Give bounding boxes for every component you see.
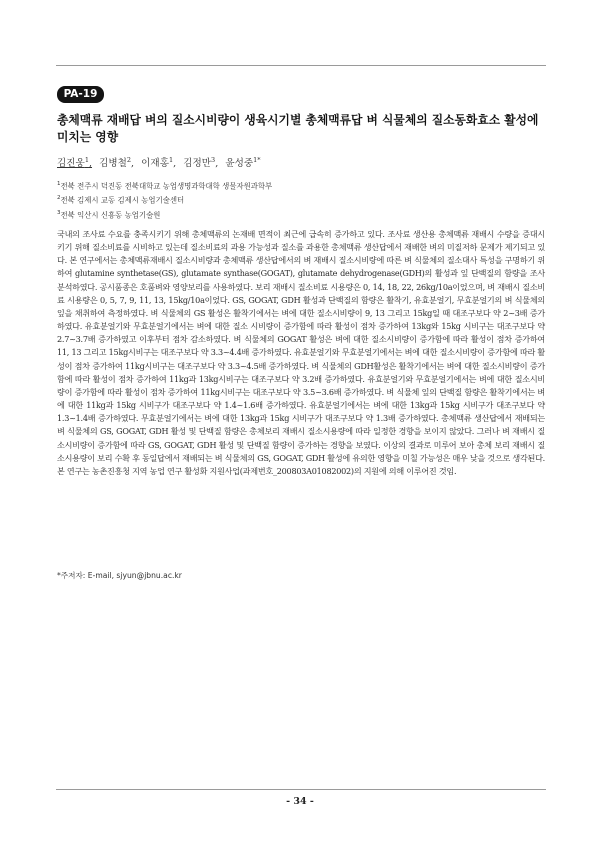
author-2: 김병철$^2$, <box>99 156 135 170</box>
author-list <box>57 154 265 170</box>
author-3: 이재홍$^1$, <box>141 156 177 170</box>
author-name: 김정만 <box>183 158 212 170</box>
affiliation-mark: 2 <box>57 195 61 202</box>
bottom-rule <box>56 789 546 790</box>
abstract-id-badge: PA-19 <box>57 86 104 103</box>
affiliation-3 <box>57 207 537 221</box>
author-1: 김진웅$^1$, <box>57 156 93 170</box>
paper-title: 총체맥류 재배답 벼의 질소시비량이 생육시기별 총체맥류답 벼 식물체의 질소동화효소 활성에 미치는 영향 <box>57 113 539 144</box>
author-affil-mark: 3 <box>211 156 216 164</box>
author-5 <box>225 158 260 169</box>
affiliation-mark: 1 <box>57 181 61 187</box>
author-affil-mark: 1* <box>253 156 261 164</box>
author-affil-mark: 1 <box>84 156 89 164</box>
author-affil-mark: 1 <box>168 156 174 164</box>
top-rule <box>56 65 546 66</box>
affiliation-1 <box>57 178 537 192</box>
author-name: 이재홍 <box>141 158 169 170</box>
corresponding-author-footnote: *주저자: E-mail, sjyun@jbnu.ac.kr <box>57 571 182 580</box>
affiliation-mark: 3 <box>57 209 61 216</box>
affiliation-list <box>57 178 537 221</box>
page-number: - 34 - <box>286 796 314 807</box>
author-name: 김병철 <box>99 158 127 170</box>
affiliation-text: 전북 전주시 덕진동 전북대학교 농업생명과학대학 생물자원과학부 <box>60 181 273 191</box>
author-affil-mark: 2 <box>126 156 132 164</box>
author-name: 김진웅 <box>57 158 85 170</box>
author-name: 윤성중 <box>225 158 254 170</box>
affiliation-text: 전북 김제시 교동 김제시 농업기술센터 <box>60 195 185 205</box>
abstract-body: 국내의 조사료 수요를 충족시키기 위해 총체맥류의 논재배 면적이 최근에 급속히 증가하고 있다. 조사료 생산용 총체맥류 재배시 수량을 증대시키기 위해 질소비료를 시비하고 있는데 질소비료의 과용 가능성과 질소를 과용한 총체맥류 생산답에서 재배한 벼의 미질저하 문제가 제기되고 있다. 본 연구에서는 총체맥류재배시 질소시비량과 총체맥류 생산답에서의 벼 재배시 질소시비량에 따른 벼 식물체의 질소대사 특성을 구명하기 위하여 glutamine synthetase(GS), glutamate synthase(GOGAT), glutamate dehydrogenase(GDH)의 활성과 잎 단백질의 함량을 조사 분석하였다. 공시품종은 호품벼와 영양보리를 사용하였다. 보리 재배시 질소비료 시용량은 0, 14, 18, 22, 26kg/10a이었으며, 벼 재배시 질소비료 시용량은 0, 5, 7, 9, 11, 13, 15kg/10a이었다. GS, GOGAT, GDH 활성과 단백질의 함량은 활착기, 유효분얼기, 무효분얼기의 벼 식물체의 잎을 채취하여 측정하였다. 벼 식물체의 GS 활성은 활착기에서는 벼에 대한 질소시비량이 9, 13 그리고 15kg일 때 대조구보다 약 2~3배 증가하였다. 유효분얼기와 무효분얼기에서는 벼에 대한 질소 시비량이 증가함에 따라 활성이 점차 증가하여 13kg와 15kg 시비구는 대조구보다 약 2.7~3.7배 증가하였고 이후부터 점차 감소하였다. 벼 식물체의 GOGAT 활성은 벼에 대한 질소시비량이 증가함에 따라 활성이 점차 증가하여 11, 13 그리고 15kg시비구는 대조구보다 약 3.3~4.4배 증가하였다. 유효분얼기와 무효분얼기에서는 벼에 대한 질소시비량이 증가함에 따라 활성이 점차 증가하여 11kg시비구는 대조구보다 약 3.3~4.5배 증가하였다. 벼 식물체의 GDH활성은 활착기에서는 벼에 대한 질소시비량이 증가함에 따라 활성이 점차 증가하여 11kg과 13kg시비구는 대조구보다 약 3.2배 증가하였다. 유효분얼기와 무효분얼기에서는 벼에 대한 질소시비량이 증가함에 따라 활성이 점차 증가하여 11kg시비구는 대조구보다 약 3.5~3.6배 증가하였다. 벼 식물체 잎의 단백질 함량은 활착기에서는 벼에 대한 11kg과 15kg 시비구가 대조구보다 약 1.4~1.6배 증가하였다. 유효분얼기에서는 벼에 대한 13kg과 15kg 시비구가 대조구보다 약 1.3~1.4배 증가하였다. 무효분얼기에서는 벼에 대한 13kg과 15kg 시비구가 대조구보다 약 1.3배 증가하였다. 총체맥류 생산답에서 재배되는 벼 식물체의 GS, GOGAT, GDH 활성 및 단백질 함량은 총체보리 재배시 질소시용량에 따라 일정한 경향을 보이지 않았다. 그러나 벼 재배시 질소시비량이 증가함에 따라 GS, GOGAT, GDH 활성 및 단백질 함량이 증가하는 경향을 보였다. 이상의 결과로 미루어 보아 총체 보리 재배시 질소시용량이 보리 수확 후 동일답에서 재배되는 벼 식물체의 GS, GOGAT, GDH 활성에 유의한 영향을 미칠 가능성은 매우 낮을 것으로 생각된다. 본 연구는 농촌진흥청 지역 농업 연구 활성화 지원사업(과제번호_200803A01082002)의 지원에 의해 이루어진 것임. <box>57 229 545 476</box>
affiliation-text: 전북 익산시 신흥동 농업기술원 <box>60 210 161 220</box>
affiliation-2 <box>57 192 537 206</box>
author-4: 김정만$^3$, <box>183 156 219 170</box>
